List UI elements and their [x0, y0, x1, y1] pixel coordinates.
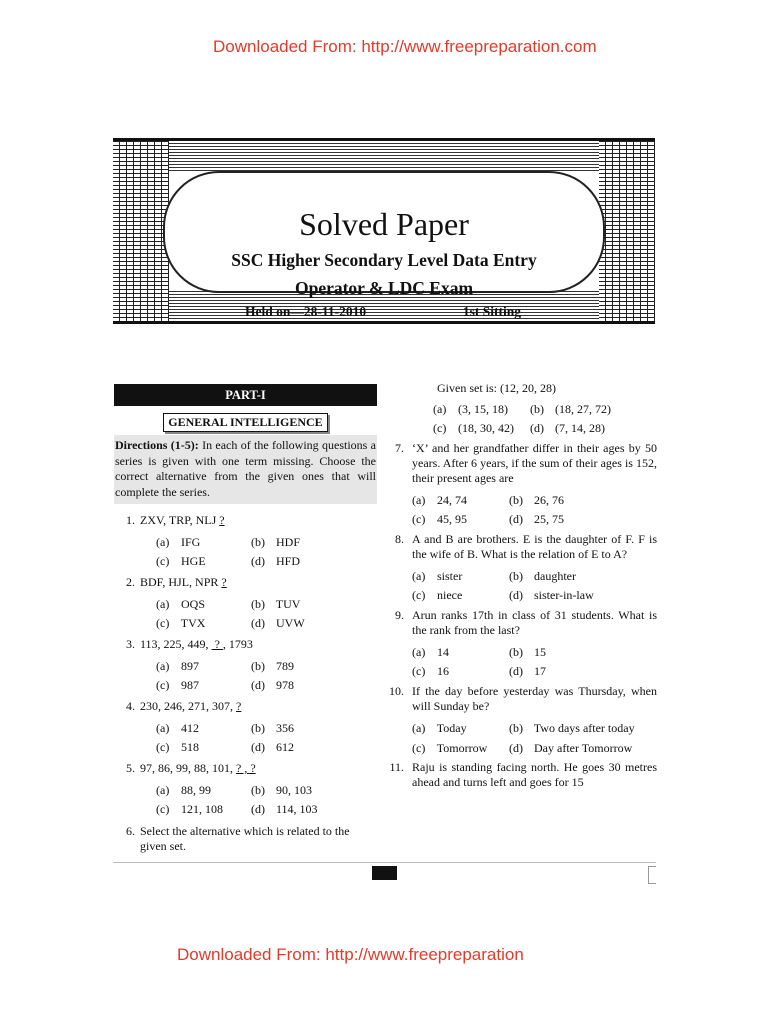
option-b — [251, 783, 377, 798]
option-text: daughter — [534, 569, 576, 583]
question-text-end: , 1793 — [222, 637, 253, 651]
option-c — [156, 616, 251, 631]
option-text: (18, 27, 72) — [555, 402, 611, 416]
option-label: (d) — [251, 802, 265, 816]
option-text: TVX — [180, 616, 206, 630]
option-b — [509, 721, 657, 736]
option-label: (b) — [251, 597, 265, 611]
title-oval — [163, 171, 605, 319]
option-text: Day after Tomorrow — [534, 741, 633, 755]
question-text: A and B are brothers. E is the daughter of F. F is the wife of B. What is the relation of E to A? — [412, 532, 657, 561]
option-text: 518 — [181, 740, 199, 754]
banner-stripes-top — [169, 138, 599, 173]
option-d — [251, 740, 377, 755]
footer-corner-mark — [648, 866, 656, 884]
option-label: (a) — [156, 597, 170, 611]
option-text: 114, 103 — [276, 802, 318, 816]
option-label: (b) — [251, 783, 265, 797]
option-b — [530, 402, 657, 417]
directions-box — [114, 435, 377, 504]
option-text: (18, 30, 42) — [458, 421, 514, 435]
option-text: 121, 108 — [181, 802, 223, 816]
option-c — [156, 740, 251, 755]
option-c — [156, 802, 251, 817]
option-label: (a) — [412, 645, 426, 659]
option-text: 14 — [437, 645, 449, 659]
directions-label: Directions (1-5): — [115, 438, 199, 452]
option-text: (3, 15, 18) — [458, 402, 508, 416]
question-text: 230, 246, 271, 307, — [140, 699, 236, 713]
held-on-date: Held on—28-11-2010 — [245, 304, 367, 319]
option-text: 612 — [276, 740, 294, 754]
question-number: 10. — [389, 684, 404, 698]
question-9 — [387, 608, 657, 679]
option-label: (d) — [251, 554, 265, 568]
option-text: UVW — [276, 616, 305, 630]
option-d — [509, 588, 657, 603]
page-title: Solved Paper — [299, 206, 469, 242]
option-label: (b) — [509, 721, 523, 735]
header-banner — [113, 138, 655, 324]
option-b — [509, 493, 657, 508]
option-label: (b) — [509, 569, 523, 583]
question-number: 2. — [126, 575, 135, 589]
banner-bottom-edge — [113, 321, 655, 324]
option-label: (a) — [412, 493, 426, 507]
question-number: 9. — [395, 608, 404, 622]
option-label: (c) — [412, 664, 426, 678]
option-label: (b) — [530, 402, 544, 416]
option-d — [251, 616, 377, 631]
option-text: 978 — [276, 678, 294, 692]
question-blank: ? — [236, 699, 242, 713]
option-d — [509, 664, 657, 679]
option-text: sister — [437, 569, 463, 583]
option-label: (b) — [251, 535, 265, 549]
option-label: (b) — [509, 493, 523, 507]
option-b — [509, 569, 657, 584]
option-text: Today — [436, 721, 467, 735]
question-number: 4. — [126, 699, 135, 713]
question-blank: ? — [221, 575, 227, 589]
option-text: Tomorrow — [436, 741, 488, 755]
question-text: If the day before yesterday was Thursday, when will Sunday be? — [412, 684, 657, 713]
option-c — [412, 741, 509, 756]
question-text: BDF, HJL, NPR — [140, 575, 222, 589]
option-text: TUV — [275, 597, 301, 611]
option-c — [433, 421, 530, 436]
option-d — [530, 421, 657, 436]
question-blank: ? — [211, 637, 223, 651]
option-text: 90, 103 — [276, 783, 312, 797]
option-label: (b) — [251, 721, 265, 735]
option-text: HFD — [276, 554, 301, 568]
option-text: HDF — [276, 535, 301, 549]
question-blank: ? — [219, 513, 225, 527]
question-10 — [387, 684, 657, 756]
option-a — [156, 597, 251, 612]
option-b — [251, 597, 377, 612]
options — [114, 535, 377, 569]
option-label: (d) — [509, 512, 523, 526]
question-text: 97, 86, 99, 88, 101, — [140, 761, 236, 775]
option-b — [509, 645, 657, 660]
option-d — [251, 678, 377, 693]
option-a — [156, 659, 251, 674]
option-label: (d) — [251, 616, 265, 630]
option-label: (a) — [412, 569, 426, 583]
question-number: 11. — [389, 760, 404, 774]
option-label: (d) — [251, 740, 265, 754]
options — [114, 597, 377, 631]
option-label: (c) — [412, 741, 426, 755]
question-text: Select the alternative which is related to the given set. — [140, 824, 350, 853]
question-text: Arun ranks 17th in class of 31 students. What is the rank from the last? — [412, 608, 657, 637]
option-label: (d) — [509, 588, 523, 602]
option-text: 45, 95 — [437, 512, 467, 526]
options — [412, 569, 657, 603]
options — [412, 645, 657, 679]
question-8 — [387, 532, 657, 603]
option-text: (7, 14, 28) — [555, 421, 605, 435]
option-text: niece — [437, 588, 463, 602]
option-label: (d) — [251, 678, 265, 692]
option-text: 17 — [534, 664, 546, 678]
question-number: 6. — [126, 824, 135, 838]
question-6-options — [412, 402, 657, 436]
option-c — [412, 664, 509, 679]
option-label: (d) — [509, 741, 523, 755]
question-number: 3. — [126, 637, 135, 651]
option-text: sister-in-law — [534, 588, 594, 602]
option-d — [251, 802, 377, 817]
exam-name-line2: Operator & LDC Exam — [294, 278, 474, 298]
part-heading: PART-I — [114, 384, 377, 406]
option-a — [156, 721, 251, 736]
option-b — [251, 721, 377, 736]
watermark-top: Downloaded From: http://www.freepreparation.com — [213, 37, 597, 56]
question-6 — [114, 824, 377, 854]
option-text: IFG — [181, 535, 201, 549]
option-c — [156, 678, 251, 693]
option-label: (d) — [509, 664, 523, 678]
question-11 — [387, 760, 657, 790]
left-column — [114, 384, 377, 854]
option-text: 24, 74 — [437, 493, 467, 507]
option-label: (c) — [156, 678, 170, 692]
option-text: 897 — [181, 659, 199, 673]
question-number: 5. — [126, 761, 135, 775]
option-label: (a) — [156, 721, 170, 735]
sitting-label: 1st Sitting — [462, 304, 521, 319]
option-d — [509, 512, 657, 527]
option-label: (a) — [433, 402, 447, 416]
question-number: 8. — [395, 532, 404, 546]
option-text: Two days after today — [533, 721, 635, 735]
options — [114, 659, 377, 693]
option-label: (a) — [412, 721, 426, 735]
option-b — [251, 535, 377, 550]
option-a — [412, 493, 509, 508]
section-heading: GENERAL INTELLIGENCE — [163, 413, 327, 432]
option-label: (a) — [156, 783, 170, 797]
question-number: 7. — [395, 441, 404, 455]
watermark-bottom: Downloaded From: http://www.freepreparation — [177, 945, 524, 964]
option-a — [412, 645, 509, 660]
option-label: (a) — [156, 659, 170, 673]
directions-text: In each of the following questions a series is given with one term missing. Choose the correct alternative from the given ones that will complete the series. — [115, 438, 376, 499]
option-a — [433, 402, 530, 417]
option-b — [251, 659, 377, 674]
question-text: Raju is standing facing north. He goes 30 metres ahead and turns left and goes for 15 — [412, 760, 657, 789]
option-a — [156, 535, 251, 550]
option-a — [412, 569, 509, 584]
question-6-given-set: Given set is: (12, 20, 28) — [437, 381, 556, 395]
option-text: 412 — [181, 721, 199, 735]
option-label: (c) — [412, 588, 426, 602]
options — [114, 783, 377, 817]
question-number: 1. — [126, 513, 135, 527]
option-label: (a) — [156, 535, 170, 549]
option-d — [509, 741, 657, 756]
option-label: (c) — [412, 512, 426, 526]
question-blank: ? , ? — [236, 761, 256, 775]
option-text: 16 — [437, 664, 449, 678]
option-text: 26, 76 — [534, 493, 564, 507]
option-label: (b) — [509, 645, 523, 659]
options — [114, 721, 377, 755]
option-text: 15 — [534, 645, 546, 659]
question-3 — [114, 637, 377, 693]
option-c — [412, 588, 509, 603]
question-text: ‘X’ and her grandfather differ in their ages by 50 years. After 6 years, if the sum of their ages is 152, their present ages are — [412, 441, 657, 485]
question-1 — [114, 513, 377, 569]
question-text: ZXV, TRP, NLJ — [140, 513, 220, 527]
question-4 — [114, 699, 377, 755]
option-label: (c) — [156, 802, 170, 816]
option-c — [412, 512, 509, 527]
exam-name-line1: SSC Higher Secondary Level Data Entry — [231, 250, 537, 270]
option-text: 88, 99 — [181, 783, 211, 797]
options — [412, 493, 657, 527]
right-column — [389, 381, 657, 790]
option-label: (c) — [156, 554, 170, 568]
banner-top-edge — [113, 138, 655, 141]
options — [412, 721, 657, 756]
option-text: 789 — [276, 659, 294, 673]
banner-ruled-left — [113, 138, 169, 324]
option-a — [412, 721, 509, 736]
question-text: 113, 225, 449, — [140, 637, 212, 651]
option-label: (b) — [251, 659, 265, 673]
option-text: 987 — [181, 678, 199, 692]
page-number-block — [372, 866, 397, 880]
question-5 — [114, 761, 377, 817]
page-footer-bar — [113, 862, 656, 884]
option-c — [156, 554, 251, 569]
banner-ruled-right — [599, 138, 655, 324]
option-a — [156, 783, 251, 798]
option-label: (c) — [156, 740, 170, 754]
option-label: (c) — [433, 421, 447, 435]
option-text: 356 — [276, 721, 294, 735]
option-text: HGE — [181, 554, 206, 568]
question-2 — [114, 575, 377, 631]
question-7 — [387, 441, 657, 527]
option-label: (c) — [156, 616, 170, 630]
option-label: (d) — [530, 421, 544, 435]
option-text: OQS — [181, 597, 206, 611]
option-d — [251, 554, 377, 569]
option-text: 25, 75 — [534, 512, 564, 526]
